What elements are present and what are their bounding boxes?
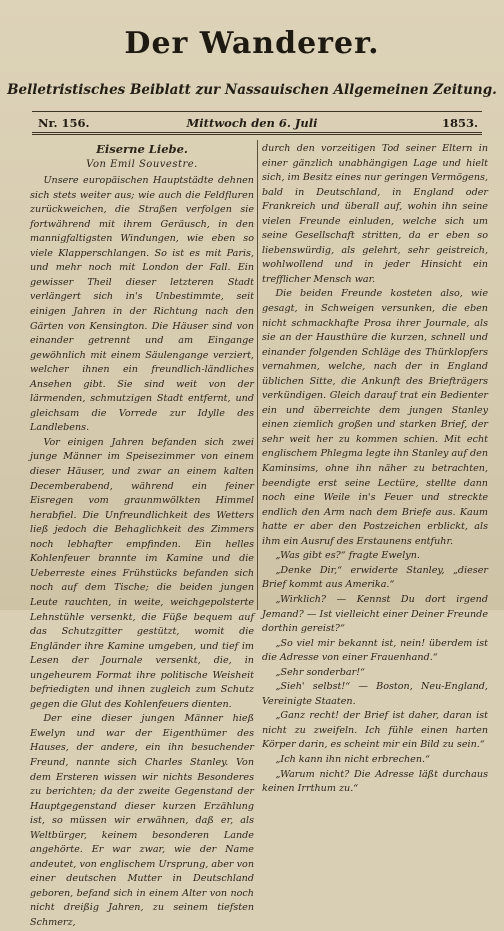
paragraph: Unsere europäischen Hauptstädte dehnen sich stets weiter aus; wie auch die Feldfluren zurückweichen, die Straßen verfolgen sie fortwährend mit ihrem Geräusch, in den mannigfaltigsten Windungen, wie eben so viele Klapperschlangen. So ist es mit Paris, und mehr noch mit London der Fall. Ein gewisser Theil dieser letzteren Stadt verlängert sich in's Unbestimmte, seit einigen Jahren in der Richtung nach den Gärten von Kensington. Die Häuser sind von einander getrennt und am Eingange gewöhnlich mit einem Säulengange verziert, welcher ihnen ein freundlich-ländliches Ansehen gibt. Sie sind weit von der lärmenden, schmutzigen Stadt entfernt, und gleichsam die Vorrede zur Idylle des Landlebens.: [30, 175, 254, 434]
paragraph: durch den vorzeitigen Tod seiner Eltern in einer gänzlich unabhängigen Lage und hielt sich, im Besitz eines nur geringen Vermögens, bald in Deutschland, in England oder Frankreich und überall auf, wohin ihn seine vielen Freunde einluden, welche sich um seine Gesellschaft stritten, da er eben so liebenswürdig, als gelehrt, sehr geistreich, wohlwollend und in jeder Hinsicht ein trefflicher Mensch war.: [262, 143, 488, 285]
paragraph: Der eine dieser jungen Männer hieß Ewelyn und war der Eigenthümer des Hauses, der andere, ein ihn besuchender Freund, nannte sich Charles Stanley. Von dem Ersteren wissen wir nichts Besonderes zu berichten; da der zweite Gegenstand der Hauptgegenstand dieser kurzen Erzählung ist, so müssen wir erwähnen, daß er, als Weltbürger, keinem besonderen Lande angehörte. Er war zwar, wie der Name andeutet, von englischem Ursprung, aber von einer deutschen Mutter in Deutschland geboren, befand sich in einem Alter von noch nicht dreißig Jahren, zu seinem tiefsten Schmerz,: [30, 713, 254, 928]
masthead-subtitle: Belletristisches Beiblatt zur Nassauischen Allgemeinen Zeitung.: [7, 82, 497, 98]
paragraph: „Wirklich? — Kennst Du dort irgend Jemand? — Ist vielleicht einer Deiner Freunde dorthin gereist?“: [262, 593, 488, 635]
paragraph: „Sehr sonderbar!“: [275, 666, 365, 678]
paragraph: Vor einigen Jahren befanden sich zwei junge Männer im Speisezimmer von einem dieser Häuser, und zwar an einem kalten Decemberabend, während ein feiner Eisregen vom graunmwölkten Himmel herabfiel. Die Unfreundlichkeit des Wetters ließ jedoch die Behaglichkeit des Zimmers noch lebhafter empfinden. Ein helles Kohlenfeuer brannte im Kamine und die Ueberreste eines Frühstücks befanden sich noch auf dem Tische; die beiden jungen Leute rauchten, in weite, weichgepolsterte Lehnstühle versenkt, die Füße bequem auf das Schutzgitter gestützt, womit die Engländer ihre Kamine umgeben, und tief im Lesen der Journale versenkt, die, in ungeheurem Format ihre politische Weisheit befriedigten und ihnen zugleich zum Schutz gegen die Glut des Kohlenfeuers dienten.: [30, 436, 254, 710]
paragraph: „Ganz recht! der Brief ist daher, daran ist nicht zu zweifeln. Ich fühle einen harten Körper darin, es scheint mir ein Bild zu sein.“: [262, 710, 488, 751]
paragraph: Die beiden Freunde kosteten also, wie gesagt, in Schweigen versunken, die eben nicht schmackhafte Prosa ihrer Journale, als sie an der Hausthüre die kurzen, schnell und einander folgenden Schläge des Thürklopfers vernahmen, welche, nach der in England üblichen Sitte, die Ankunft des Briefträgers verkündigen. Gleich darauf trat ein Bedienter ein und überreichte dem jungen Stanley einen ziemlich großen und starken Brief, der sehr weit her zu kommen schien. Mit echt englischem Phlegma legte ihn Stanley auf den Kaminsims, ohne ihn näher zu betrachten, beendigte erst seine Lectüre, stellte dann noch eine Weile in's Feuer und streckte endlich den Arm nach dem Briefe aus. Kaum hatte er aber den Postzeichen erblickt, als ihm ein Ausruf des Erstaunens entfuhr.: [262, 288, 488, 547]
paragraph: „Warum nicht? Die Adresse läßt durchaus keinen Irrthum zu.“: [262, 768, 488, 795]
left-column: [30, 142, 254, 931]
header-rule-bottom-double: [32, 134, 482, 135]
paragraph: „Denke Dir,“ erwiderte Stanley, „dieser Brief kommt aus Amerika.“: [262, 564, 488, 591]
right-column: [262, 142, 488, 797]
paragraph: „Ich kann ihn nicht erbrechen.“: [275, 753, 430, 765]
issue-year: 1853.: [441, 116, 478, 130]
masthead-title: Der Wanderer.: [124, 26, 380, 61]
article-author: Von Emil Souvestre.: [86, 158, 198, 170]
paragraph: „Sieh' selbst!“ — Boston, Neu-England, Vereinigte Staaten.: [262, 681, 488, 707]
issue-date: Mittwoch den 6. Juli: [186, 116, 318, 130]
header-rule-bottom: [32, 132, 482, 133]
issue-number: Nr. 156.: [38, 116, 90, 130]
paragraph: „Was gibt es?“ fragte Ewelyn.: [275, 550, 420, 562]
header-rule-top: [32, 111, 482, 112]
paragraph: „So viel mir bekannt ist, nein! überdem ist die Adresse von einer Frauenhand.“: [262, 637, 488, 664]
article-title: Eiserne Liebe.: [96, 142, 188, 156]
column-divider: [257, 140, 258, 610]
